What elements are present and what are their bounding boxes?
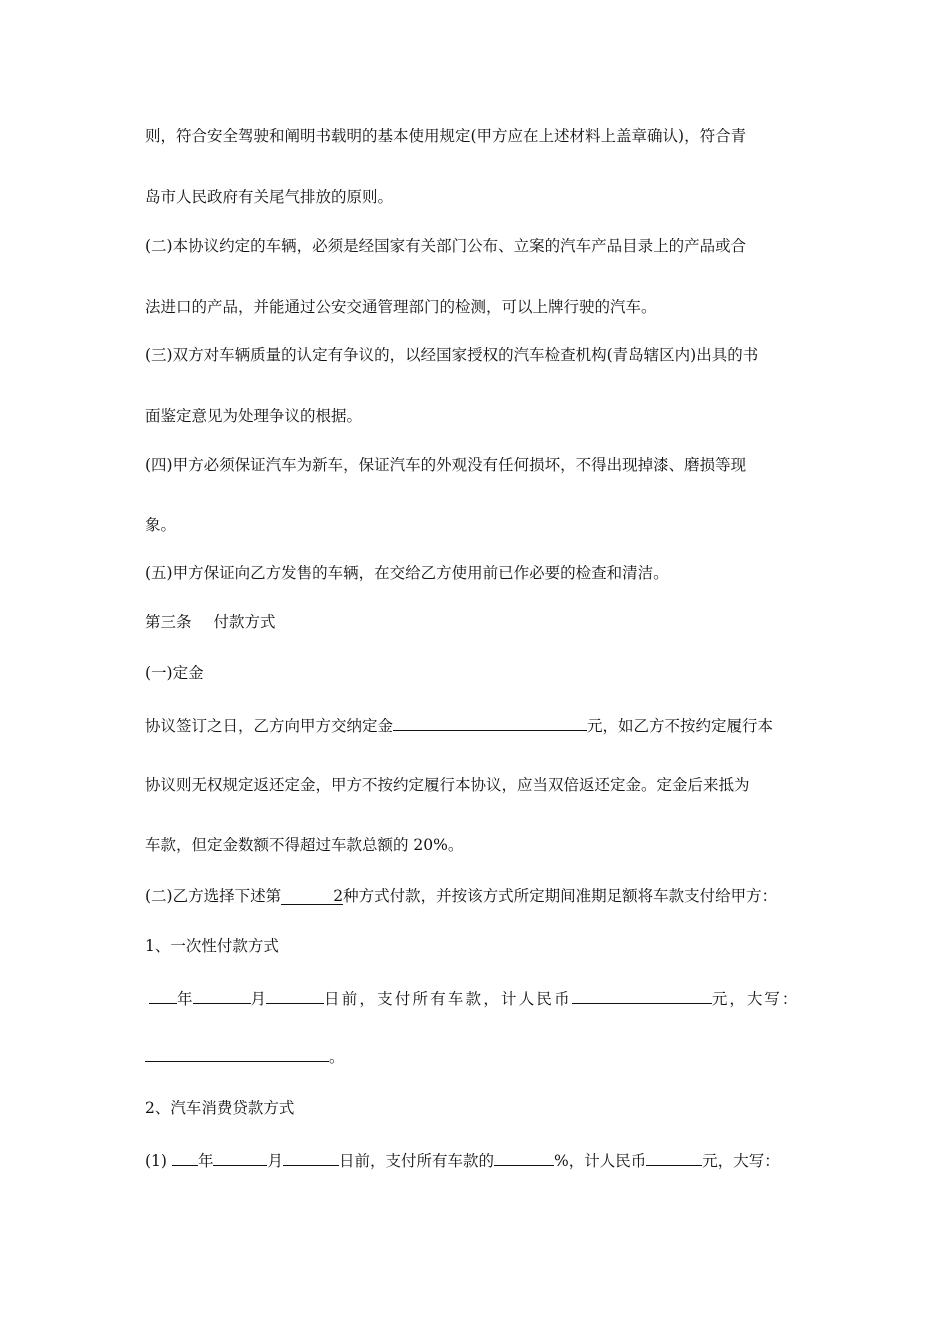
- month-blank[interactable]: [193, 988, 251, 1004]
- amount-blank[interactable]: [572, 988, 712, 1004]
- article-heading: [145, 612, 276, 632]
- text-line: 则，符合安全驾驶和阐明书载明的基本使用规定(甲方应在上述材料上盖章确认)，符合青: [145, 127, 747, 145]
- text-line: (三)双方对车辆质量的认定有争议的，以经国家授权的汽车检查机构(青岛辖区内)出具的书: [145, 346, 759, 364]
- capital-amount-blank[interactable]: [145, 1046, 329, 1062]
- text-line: (四)甲方必须保证汽车为新车，保证汽车的外观没有任何损坏，不得出现掉漆、磨损等现: [145, 456, 747, 474]
- method1-capital-line: 。: [145, 1046, 345, 1067]
- text-line: 象。: [145, 516, 177, 534]
- month-blank[interactable]: [213, 1150, 267, 1166]
- day-blank[interactable]: [266, 988, 324, 1004]
- method2-line: (1) 年 月 日前，支付所有车款的 %，计人民币 元，大写：: [145, 1152, 780, 1170]
- text-line: 岛市人民政府有关尾气排放的原则。: [145, 188, 394, 206]
- method2-heading: 2、汽车消费贷款方式: [145, 1099, 295, 1117]
- method1-date-line: 年 月 日前，支付所有车款，计人民币 元，大写：: [145, 988, 799, 1009]
- text-line: 车款，但定金数额不得超过车款总额的 20%。: [145, 836, 464, 854]
- article-number: 第三条: [145, 613, 192, 631]
- text-line: 协议则无权规定返还定金，甲方不按约定履行本协议，应当双倍返还定金。定金后来抵为: [145, 776, 750, 794]
- percent-blank[interactable]: [494, 1150, 554, 1166]
- payment-method-blank[interactable]: 2: [281, 889, 343, 905]
- deposit-line: 协议签订之日，乙方向甲方交纳定金 元，如乙方不按约定履行本: [145, 717, 774, 735]
- year-blank[interactable]: [149, 988, 177, 1004]
- text-line: (五)甲方保证向乙方发售的车辆，在交给乙方使用前已作必要的检查和清洁。: [145, 564, 669, 582]
- deposit-heading: (一)定金: [145, 664, 204, 682]
- method1-heading: 1、一次性付款方式: [145, 937, 279, 955]
- article-title: 付款方式: [213, 613, 276, 631]
- deposit-amount-blank[interactable]: [393, 715, 587, 731]
- text-line: 法进口的产品，并能通过公安交通管理部门的检测，可以上牌行驶的汽车。: [145, 298, 657, 316]
- year-blank[interactable]: [172, 1150, 198, 1166]
- amount-blank[interactable]: [646, 1150, 702, 1166]
- text-line: (二)本协议约定的车辆，必须是经国家有关部门公布、立案的汽车产品目录上的产品或合: [145, 237, 747, 255]
- day-blank[interactable]: [283, 1150, 339, 1166]
- text-line: 面鉴定意见为处理争议的根据。: [145, 407, 363, 425]
- payment-choice-line: (二)乙方选择下述第 2种方式付款，并按该方式所定期间准期足额将车款支付给甲方：: [145, 887, 778, 905]
